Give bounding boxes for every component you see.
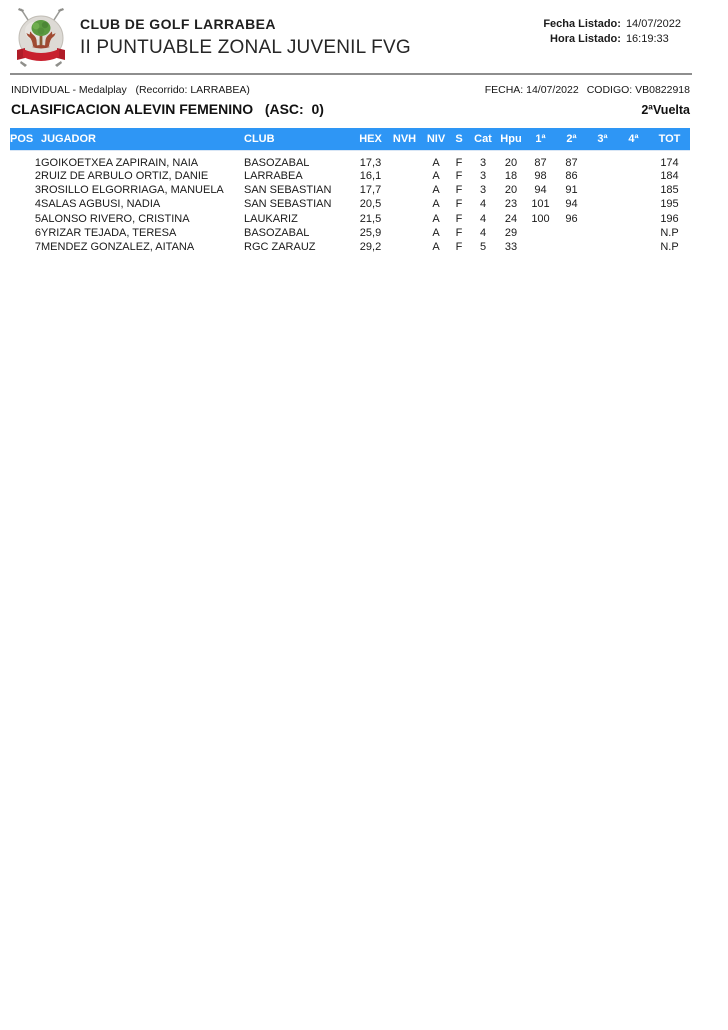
header-round3: 3ª — [597, 132, 608, 145]
cell-s: F — [455, 226, 463, 239]
cell-nvh — [386, 169, 423, 183]
cell-cat: 4 — [479, 212, 487, 225]
cell-r1: 87 — [534, 156, 547, 169]
round-label: 2ªVuelta — [641, 103, 690, 117]
cell-tot: N.P — [660, 226, 679, 239]
table-row — [10, 197, 690, 211]
cell-r1: 98 — [534, 169, 547, 182]
cell-s: F — [455, 183, 463, 196]
cell-hex: 16,1 — [359, 169, 382, 182]
cell-s: F — [455, 212, 463, 225]
cell-club: RGC ZARAUZ — [244, 241, 316, 254]
cell-tot: N.P — [660, 241, 679, 254]
cell-jugador: YRIZAR TEJADA, TERESA — [41, 226, 177, 239]
cell-pos: 3 — [34, 183, 41, 196]
cell-club: LARRABEA — [244, 169, 303, 182]
header-round4: 4ª — [628, 132, 639, 145]
cell-r4 — [618, 226, 649, 240]
cell-pos: 4 — [34, 198, 41, 211]
cell-cat: 3 — [479, 169, 487, 182]
cell-hex: 17,3 — [359, 156, 382, 169]
cell-s: F — [455, 198, 463, 211]
cell-niv: A — [432, 241, 440, 254]
table-row — [10, 240, 690, 254]
results-table — [10, 128, 690, 254]
header-pos: POS — [10, 132, 34, 145]
cell-tot: 185 — [660, 183, 679, 196]
cell-cat: 3 — [479, 156, 487, 169]
results-table-container — [10, 128, 690, 254]
cell-pos: 5 — [34, 212, 41, 225]
cell-s: F — [455, 169, 463, 182]
cell-r2: 96 — [565, 212, 578, 225]
header-jugador: JUGADOR — [41, 132, 97, 145]
cell-r4 — [618, 150, 649, 169]
classification-title: CLASIFICACION ALEVIN FEMENINO (ASC: 0) — [11, 101, 324, 117]
fecha-listado-value: 14/07/2022 — [625, 18, 681, 30]
cell-hex: 17,7 — [359, 183, 382, 196]
cell-hpu: 20 — [504, 156, 518, 169]
cell-r4 — [618, 240, 649, 254]
cell-niv: A — [432, 226, 440, 239]
cell-niv: A — [432, 212, 440, 225]
cell-niv: A — [432, 169, 440, 182]
cell-r3 — [587, 150, 618, 169]
cell-club: SAN SEBASTIAN — [244, 198, 332, 211]
cell-r3 — [587, 226, 618, 240]
cell-r4 — [618, 197, 649, 211]
cell-r1: 94 — [534, 183, 547, 196]
cell-r1: 100 — [531, 212, 550, 225]
hora-listado-value: 16:19:33 — [625, 33, 669, 45]
cell-tot: 184 — [660, 169, 679, 182]
cell-r2: 87 — [565, 156, 578, 169]
cell-nvh — [386, 150, 423, 169]
cell-niv: A — [432, 198, 440, 211]
cell-pos: 6 — [34, 226, 41, 239]
table-row — [10, 183, 690, 197]
cell-hpu: 33 — [504, 241, 518, 254]
cell-hpu: 20 — [504, 183, 518, 196]
cell-hpu: 29 — [504, 226, 518, 239]
cell-pos: 2 — [34, 169, 41, 182]
header-s: S — [455, 132, 463, 145]
header-niv: NIV — [426, 132, 446, 145]
cell-tot: 195 — [660, 198, 679, 211]
cell-tot: 196 — [660, 212, 679, 225]
cell-club: BASOZABAL — [244, 156, 310, 169]
cell-r4 — [618, 211, 649, 225]
cell-nvh — [386, 240, 423, 254]
cell-club: SAN SEBASTIAN — [244, 183, 332, 196]
cell-hpu: 18 — [504, 169, 518, 182]
header-divider — [10, 73, 692, 75]
cell-hex: 21,5 — [359, 212, 382, 225]
cell-hpu: 23 — [504, 198, 518, 211]
codigo-value: CODIGO: VB0822918 — [586, 84, 690, 96]
cell-r3 — [587, 169, 618, 183]
table-row — [10, 150, 690, 169]
cell-hex: 20,5 — [359, 198, 382, 211]
cell-r4 — [618, 183, 649, 197]
club-name: CLUB DE GOLF LARRABEA — [80, 16, 276, 32]
cell-jugador: GOIKOETXEA ZAPIRAIN, NAIA — [41, 156, 199, 169]
header-cat: Cat — [474, 132, 492, 145]
cell-s: F — [455, 241, 463, 254]
format-info: INDIVIDUAL - Medalplay (Recorrido: LARRABEA) — [11, 84, 250, 96]
hora-listado-label: Hora Listado: — [550, 33, 621, 45]
cell-jugador: SALAS AGBUSI, NADIA — [41, 198, 161, 211]
header-hex: HEX — [359, 132, 382, 145]
table-row — [10, 226, 690, 240]
header-tot: TOT — [658, 132, 681, 145]
cell-pos: 1 — [34, 156, 41, 169]
cell-cat: 4 — [479, 198, 487, 211]
cell-pos: 7 — [34, 241, 41, 254]
cell-cat: 4 — [479, 226, 487, 239]
header-hpu: Hpu — [500, 132, 522, 145]
table-header-row — [10, 128, 690, 150]
listado-block — [543, 18, 681, 46]
cell-jugador: ROSILLO ELGORRIAGA, MANUELA — [41, 183, 224, 196]
cell-nvh — [386, 211, 423, 225]
cell-nvh — [386, 197, 423, 211]
cell-nvh — [386, 226, 423, 240]
table-row — [10, 169, 690, 183]
cell-s: F — [455, 156, 463, 169]
cell-cat: 5 — [479, 241, 487, 254]
club-crest-icon — [13, 7, 69, 69]
cell-r4 — [618, 169, 649, 183]
cell-r1 — [525, 226, 556, 240]
cell-r3 — [587, 211, 618, 225]
cell-r2: 91 — [565, 183, 578, 196]
cell-club: LAUKARIZ — [244, 212, 298, 225]
fecha-listado-label: Fecha Listado: — [543, 18, 621, 30]
cell-hpu: 24 — [504, 212, 518, 225]
cell-jugador: ALONSO RIVERO, CRISTINA — [41, 212, 190, 225]
header-round2: 2ª — [566, 132, 577, 145]
cell-niv: A — [432, 183, 440, 196]
cell-r2 — [556, 226, 587, 240]
cell-nvh — [386, 183, 423, 197]
header-round1: 1ª — [535, 132, 546, 145]
cell-niv: A — [432, 156, 440, 169]
fecha-value: FECHA: 14/07/2022 — [484, 84, 579, 96]
header-nvh: NVH — [392, 132, 417, 145]
cell-r2: 94 — [565, 198, 578, 211]
cell-r2 — [556, 240, 587, 254]
header-club: CLUB — [244, 132, 275, 145]
cell-cat: 3 — [479, 183, 487, 196]
cell-r3 — [587, 197, 618, 211]
cell-r3 — [587, 240, 618, 254]
cell-hex: 29,2 — [359, 241, 382, 254]
event-title: II PUNTUABLE ZONAL JUVENIL FVG — [80, 37, 411, 58]
cell-r1 — [525, 240, 556, 254]
table-row — [10, 211, 690, 225]
cell-jugador: RUIZ DE ARBULO ORTIZ, DANIE — [41, 169, 209, 182]
date-code-info — [485, 84, 690, 96]
cell-jugador: MENDEZ GONZALEZ, AITANA — [41, 241, 195, 254]
cell-r3 — [587, 183, 618, 197]
cell-r1: 101 — [531, 198, 550, 211]
cell-r2: 86 — [565, 169, 578, 182]
cell-club: BASOZABAL — [244, 226, 310, 239]
cell-hex: 25,9 — [359, 226, 382, 239]
cell-tot: 174 — [660, 156, 679, 169]
